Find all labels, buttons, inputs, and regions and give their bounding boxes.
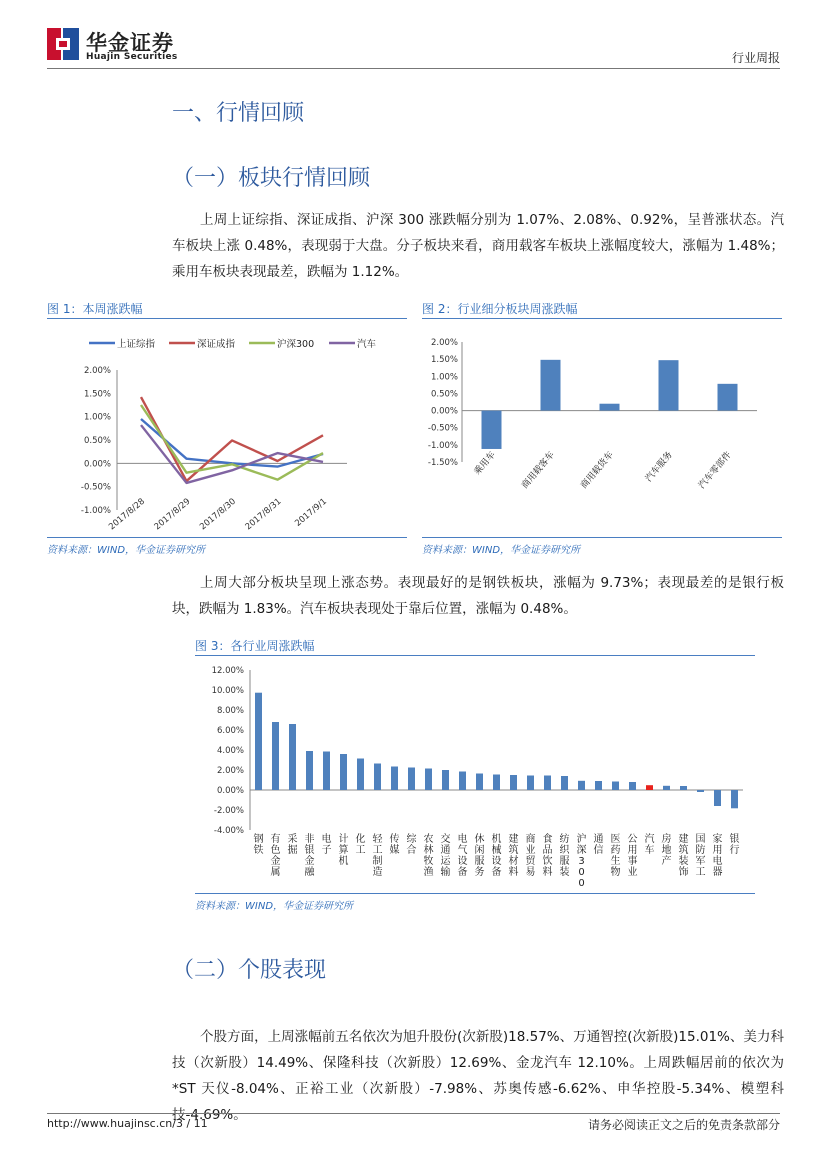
paragraph-industry-review: 上周大部分板块呈现上涨态势。表现最好的是钢铁板块，涨幅为 9.73%；表现最差的是银行板块，跌幅为 1.83%。汽车板块表现处于靠后位置，涨幅为 0.48%。 <box>172 575 784 617</box>
bar <box>595 781 602 790</box>
bar <box>482 411 502 449</box>
bar <box>697 790 704 792</box>
legend-label: 上证综指 <box>117 339 156 350</box>
bar <box>476 774 483 791</box>
category-label: 医药生物 <box>610 834 621 878</box>
category-label: 食品饮料 <box>542 834 553 878</box>
figure-3-title: 图 3：各行业周涨跌幅 <box>195 639 315 653</box>
bar <box>255 693 262 790</box>
y-tick-label: 2.00% <box>83 366 111 376</box>
bar <box>493 775 500 791</box>
category-label: 计算机 <box>338 834 349 867</box>
bar <box>272 722 279 790</box>
bar <box>612 782 619 791</box>
figure-2-top-rule <box>422 318 782 319</box>
y-tick-label: 2.00% <box>430 338 458 348</box>
footer-divider <box>47 1113 780 1114</box>
y-tick-label: 6.00% <box>216 726 244 736</box>
category-label: 电气设备 <box>457 834 468 878</box>
y-tick-label: -2.00% <box>213 806 244 816</box>
category-label: 采掘 <box>287 834 298 856</box>
legend-label: 沪深300 <box>277 339 315 350</box>
figure-1-title: 图 1：本周涨跌幅 <box>47 302 143 316</box>
y-tick-label: -1.50% <box>427 458 458 468</box>
logo-english-name: Huajin Securities <box>86 52 178 62</box>
y-tick-label: 1.00% <box>83 412 111 423</box>
y-tick-label: 0.00% <box>216 786 244 796</box>
figure-1-line-chart <box>47 322 407 534</box>
category-label: 沪深 3 0 0 <box>576 834 587 889</box>
figure-2-bottom-rule <box>422 537 782 538</box>
bar <box>680 786 687 790</box>
y-tick-label: 1.00% <box>430 372 458 383</box>
bar <box>731 790 738 808</box>
bar <box>663 786 670 790</box>
y-tick-label: -1.00% <box>80 506 111 516</box>
bar <box>391 767 398 791</box>
y-tick-label: -4.00% <box>213 826 244 836</box>
category-label: 建筑装饰 <box>678 834 689 878</box>
category-label: 电子 <box>321 834 332 856</box>
y-tick-label: 12.00% <box>211 666 244 676</box>
bar <box>578 781 585 790</box>
series-line <box>141 425 323 483</box>
y-tick-label: 2.00% <box>216 766 244 776</box>
category-label: 公用事业 <box>627 834 638 878</box>
x-tick-label: 2017/9/1 <box>293 496 329 529</box>
y-tick-label: 0.00% <box>430 406 458 417</box>
category-label: 交通运输 <box>440 834 451 878</box>
paragraph-stock-performance: 个股方面，上周涨幅前五名依次为旭升股份(次新股)18.57%、万通智控(次新股)15.01%、美力科技（次新股）14.49%、保隆科技（次新股）12.69%、金龙汽车 12.10%。上周跌幅居前的依次为*ST 天仪-8.04%、正裕工业（次新股）-7.98%、苏奥传感-6.62%、申华控股-5.34%、模塑科技-4.69%。 <box>172 1029 784 1123</box>
figure-3-bottom-rule <box>195 893 755 894</box>
figure-2-title: 图 2：行业细分板块周涨跌幅 <box>422 302 578 316</box>
y-tick-label: 4.00% <box>216 746 244 756</box>
legend-label: 深证成指 <box>197 339 236 350</box>
category-label: 商用载客车 <box>520 450 557 491</box>
bar <box>357 759 364 791</box>
x-tick-label: 2017/8/28 <box>107 496 147 533</box>
category-label: 传媒 <box>389 834 400 856</box>
bar <box>659 360 679 410</box>
figure-2-source: 资料来源：WIND，华金证券研究所 <box>422 545 581 556</box>
bar <box>425 769 432 791</box>
figure-1-bottom-rule <box>47 537 407 538</box>
y-tick-label: 8.00% <box>216 706 244 716</box>
paragraph-sector-review: 上周上证综指、深证成指、沪深 300 涨跌幅分别为 1.07%、2.08%、0.92%，呈普涨状态。汽车板块上涨 0.48%，表现弱于大盘。分子板块来看，商用载客车板块上涨幅度较大，涨幅为 1.48%；乘用车板块表现最差，跌幅为 1.12%。 <box>172 212 784 280</box>
bar <box>544 776 551 791</box>
y-tick-label: 10.00% <box>211 686 244 696</box>
category-label: 非银金融 <box>304 834 315 878</box>
category-label: 汽车零部件 <box>697 450 734 491</box>
bar <box>646 785 653 790</box>
category-label: 汽车 <box>644 834 655 856</box>
footer-url-page[interactable]: http://www.huajinsc.cn/3 / 11 <box>47 1117 208 1130</box>
category-label: 休闲服务 <box>474 834 485 878</box>
category-label: 乘用车 <box>472 450 498 478</box>
bar <box>408 768 415 791</box>
bar <box>306 751 313 790</box>
y-tick-label: 1.50% <box>430 355 458 366</box>
y-tick-label: 0.50% <box>430 389 458 400</box>
category-label: 机械设备 <box>491 834 502 878</box>
section-heading-market-review: 一、行情回顾 <box>172 101 305 126</box>
category-label: 家用电器 <box>712 834 723 878</box>
x-tick-label: 2017/8/31 <box>243 496 284 533</box>
logo-chinese-name: 华金证券 <box>86 31 174 55</box>
category-label: 银行 <box>729 834 740 856</box>
bar <box>714 790 721 806</box>
bar <box>600 404 620 411</box>
category-label: 建筑材料 <box>508 834 519 878</box>
category-label: 汽车服务 <box>643 450 675 485</box>
bar <box>718 384 738 411</box>
footer-disclaimer: 请务必阅读正文之后的免责条款部分 <box>587 1118 780 1132</box>
bar <box>629 782 636 790</box>
bar <box>541 360 561 411</box>
bar <box>442 770 449 790</box>
figure-3-bar-chart <box>195 658 755 890</box>
huajin-logo-icon <box>47 28 79 60</box>
category-label: 商业贸易 <box>525 834 536 878</box>
y-tick-label: -0.50% <box>427 423 458 434</box>
y-tick-label: -1.00% <box>427 440 458 451</box>
category-label: 商用载货车 <box>579 450 616 491</box>
bar <box>459 772 466 791</box>
bar <box>527 776 534 791</box>
bar <box>323 752 330 791</box>
header-divider <box>47 68 780 69</box>
x-tick-label: 2017/8/30 <box>198 496 238 533</box>
bar <box>340 754 347 790</box>
bar <box>510 775 517 790</box>
category-label: 通信 <box>593 834 604 856</box>
bar <box>289 724 296 790</box>
category-label: 国防军工 <box>695 834 706 878</box>
y-tick-label: 1.50% <box>83 389 111 400</box>
x-tick-label: 2017/8/29 <box>152 496 193 533</box>
category-label: 钢铁 <box>253 834 264 856</box>
report-type: 行业周报 <box>731 51 780 65</box>
figure-1-top-rule <box>47 318 407 319</box>
category-label: 农林牧渔 <box>423 834 434 878</box>
category-label: 轻工制造 <box>372 834 383 878</box>
figure-3-source: 资料来源：WIND，华金证券研究所 <box>195 901 354 912</box>
y-tick-label: 0.50% <box>83 436 111 446</box>
figure-2-bar-chart <box>422 322 782 534</box>
figure-1-source: 资料来源：WIND，华金证券研究所 <box>47 545 206 556</box>
y-tick-label: -0.50% <box>80 482 111 493</box>
category-label: 综合 <box>406 834 417 856</box>
subsection-heading-sector-review: （一）板块行情回顾 <box>172 166 371 191</box>
category-label: 有色金属 <box>270 834 281 878</box>
legend-label: 汽车 <box>357 339 377 350</box>
subsection-heading-stock-performance: （二）个股表现 <box>172 958 327 983</box>
bar <box>374 764 381 791</box>
category-label: 化工 <box>355 834 366 856</box>
bar <box>561 776 568 790</box>
figure-3-top-rule <box>195 655 755 656</box>
y-tick-label: 0.00% <box>83 459 111 470</box>
category-label: 纺织服装 <box>559 834 570 878</box>
category-label: 房地产 <box>661 834 672 867</box>
